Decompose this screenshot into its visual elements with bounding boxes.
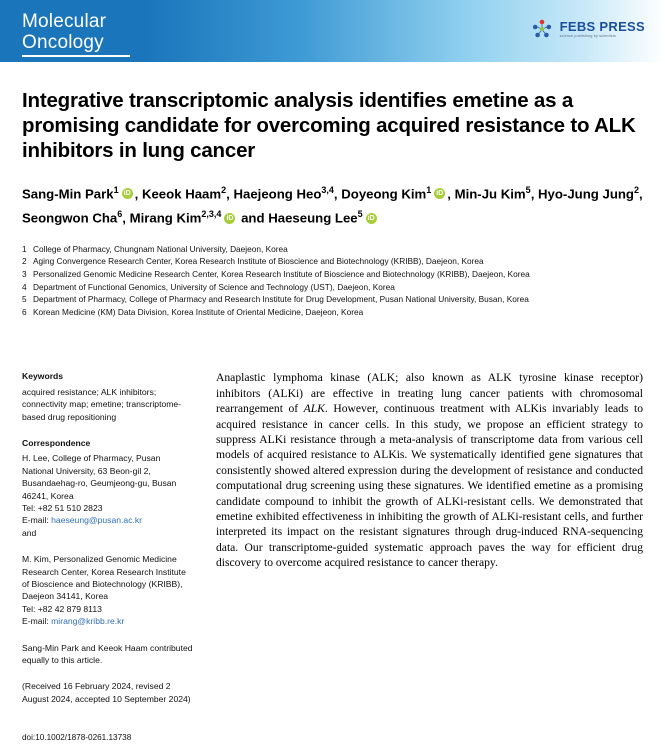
author-affiliation-marker: 6 xyxy=(117,209,123,220)
page-title: Integrative transcriptomic analysis identifies emetine as a promising candidate for overcoming acquired resistance to ALK inhibitors in lung cancer xyxy=(22,89,636,162)
correspondence-block xyxy=(22,437,194,539)
affiliation-row xyxy=(22,268,643,281)
keywords-heading: Keywords xyxy=(22,371,64,382)
author-name: Doyeong Kim xyxy=(341,186,427,202)
author-affiliation-marker: 5 xyxy=(357,209,363,220)
orcid-icon[interactable] xyxy=(434,188,445,199)
orcid-icon[interactable] xyxy=(366,213,377,224)
febs-emblem-icon xyxy=(531,18,553,40)
affiliation-number: 2 xyxy=(22,256,27,267)
correspondence-tel-2: Tel: +82 42 879 8113 xyxy=(22,603,102,614)
affiliation-number: 1 xyxy=(22,243,27,254)
correspondence-and: and xyxy=(22,527,37,538)
author-name: Min-Ju Kim xyxy=(454,186,526,202)
body-columns xyxy=(22,370,643,719)
correspondence-email-row-2 xyxy=(22,615,194,627)
author-affiliation-marker: 2,3,4 xyxy=(201,209,222,220)
correspondence-address-1: H. Lee, College of Pharmacy, Pusan National University, 63 Beon-gil 2, Busandaehag-ro, Geumjeong-gu, Busan 46241, Korea xyxy=(22,453,177,501)
author-affiliation-marker: 1 xyxy=(113,185,119,195)
author-separator: , xyxy=(134,186,142,202)
abstract-column xyxy=(216,370,643,719)
affiliation-list xyxy=(22,243,643,319)
author-affiliation-marker: 3,4 xyxy=(321,185,334,195)
affiliation-row xyxy=(22,243,643,256)
gene-name-alk: ALK xyxy=(303,402,325,416)
affiliation-number: 5 xyxy=(22,294,27,305)
febs-press-wordmark xyxy=(560,20,645,39)
affiliation-text: Personalized Genomic Medicine Research Center, Korea Research Institute of Bioscience and Biotechnology (KRIBB), Daejeon, Korea xyxy=(33,268,530,279)
abstract-text xyxy=(216,370,643,570)
journal-logo xyxy=(22,11,130,57)
affiliation-number: 3 xyxy=(22,268,27,279)
keywords-block xyxy=(22,370,194,423)
febs-press-name: FEBS PRESS xyxy=(559,18,645,34)
affiliation-text: Department of Pharmacy, College of Pharmacy and Research Institute for Drug Development, Pusan National University, Busan, Korea xyxy=(33,294,529,305)
doi-text: doi:10.1002/1878-0261.13738 xyxy=(22,733,132,742)
metadata-column xyxy=(22,370,194,719)
correspondence-address-2: M. Kim, Personalized Genomic Medicine Research Center, Korea Research Institute of Bioscience and Biotechnology (KRIBB), Daejeon 34141, Korea xyxy=(22,554,186,602)
affiliation-row xyxy=(22,281,643,294)
author-separator: , xyxy=(226,186,234,202)
journal-name-line1: Molecular xyxy=(22,11,107,32)
author-separator: , xyxy=(122,210,130,226)
abstract-part-1: Anaplastic lymphoma kinase (ALK; also known as ALK tyrosine kinase receptor) inhibitors (ALKi) are effective in treating lung cancer patients with chromosomal rearrangement of xyxy=(216,371,643,416)
author-affiliation-marker: 2 xyxy=(634,185,640,195)
affiliation-number: 6 xyxy=(22,306,27,317)
orcid-icon[interactable] xyxy=(224,213,235,224)
keywords-text: acquired resistance; ALK inhibitors; connectivity map; emetine; transcriptome-based drug repositioning xyxy=(22,386,182,422)
affiliation-text: Department of Functional Genomics, University of Science and Technology (UST), Daejeon, Korea xyxy=(33,281,395,292)
author-name: Sang-Min Park xyxy=(22,186,114,202)
author-separator: , xyxy=(639,186,643,202)
author-affiliation-marker: 1 xyxy=(426,185,432,195)
email-link-2[interactable]: mirang@kribb.re.kr xyxy=(51,616,125,627)
affiliation-number: 4 xyxy=(22,281,27,292)
author-name: Seongwon Cha xyxy=(22,210,118,226)
correspondence-heading: Correspondence xyxy=(22,437,91,448)
author-name: Mirang Kim xyxy=(129,210,202,226)
author-affiliation-marker: 2 xyxy=(221,185,227,195)
abstract-part-2: . However, continuous treatment with ALKis invariably leads to acquired resistance in cancer cells. In this study, we propose an efficient strategy to suppress ALKi resistance through a meta-analysis of transcriptome data from various cell models of acquired resistance to ALKis. We systematically identified gene signatures that consistently showed altered expression during the development of resistance and conducted computational drug screening using these signatures. We identified emetine as a promising candidate compound to inhibit the growth of ALKi-resistant cells. We demonstrated that emetine exhibited effectiveness in inhibiting the growth of ALKi-resistant cells, and further interpreted its impact on the resistant signatures through drug-induced RNA-sequencing data. Our transcriptome-guided systematic approach paves the way for efficient drug discovery to overcome acquired resistance to cancer therapy. xyxy=(216,402,643,570)
submission-dates: (Received 16 February 2024, revised 2 August 2024, accepted 10 September 2024) xyxy=(22,681,191,704)
febs-press-logo xyxy=(531,18,645,40)
affiliation-text: Aging Convergence Research Center, Korea Research Institute of Bioscience and Biotechnology (KRIBB), Daejeon, Korea xyxy=(33,256,484,267)
affiliation-row xyxy=(22,306,643,319)
correspondence-tel-1: Tel: +82 51 510 2823 xyxy=(22,503,103,513)
author-list xyxy=(22,180,643,229)
author-name: Hyo-Jung Jung xyxy=(538,186,634,202)
author-separator: , xyxy=(447,186,455,202)
author-name: Keeok Haam xyxy=(141,186,222,202)
correspondence-block-2 xyxy=(22,553,194,627)
author-name: Haeseung Lee xyxy=(268,210,358,226)
orcid-icon[interactable] xyxy=(122,188,133,199)
email-label-2: E-mail: xyxy=(22,616,52,627)
journal-header-band xyxy=(0,0,665,62)
email-link-1[interactable]: haeseung@pusan.ac.kr xyxy=(51,515,143,526)
febs-press-tagline: science publishing by scientists xyxy=(559,33,616,38)
author-separator: , xyxy=(333,186,342,202)
author-name: Haejeong Heo xyxy=(233,186,322,202)
author-separator: and xyxy=(237,210,269,226)
author-separator: , xyxy=(530,186,539,202)
affiliation-text: College of Pharmacy, Chungnam National University, Daejeon, Korea xyxy=(33,243,288,254)
author-affiliation-marker: 5 xyxy=(525,185,531,195)
affiliation-text: Korean Medicine (KM) Data Division, Korea Institute of Oriental Medicine, Daejeon, Korea xyxy=(33,306,364,317)
email-label-1: E-mail: xyxy=(22,515,52,526)
journal-name-line2: Oncology xyxy=(22,32,130,57)
article-content xyxy=(0,88,665,719)
correspondence-email-row-1 xyxy=(22,514,194,526)
equal-contribution-note: Sang-Min Park and Keeok Haam contributed equally to this article. xyxy=(22,642,193,666)
affiliation-row xyxy=(22,293,643,306)
affiliation-row xyxy=(22,255,643,268)
